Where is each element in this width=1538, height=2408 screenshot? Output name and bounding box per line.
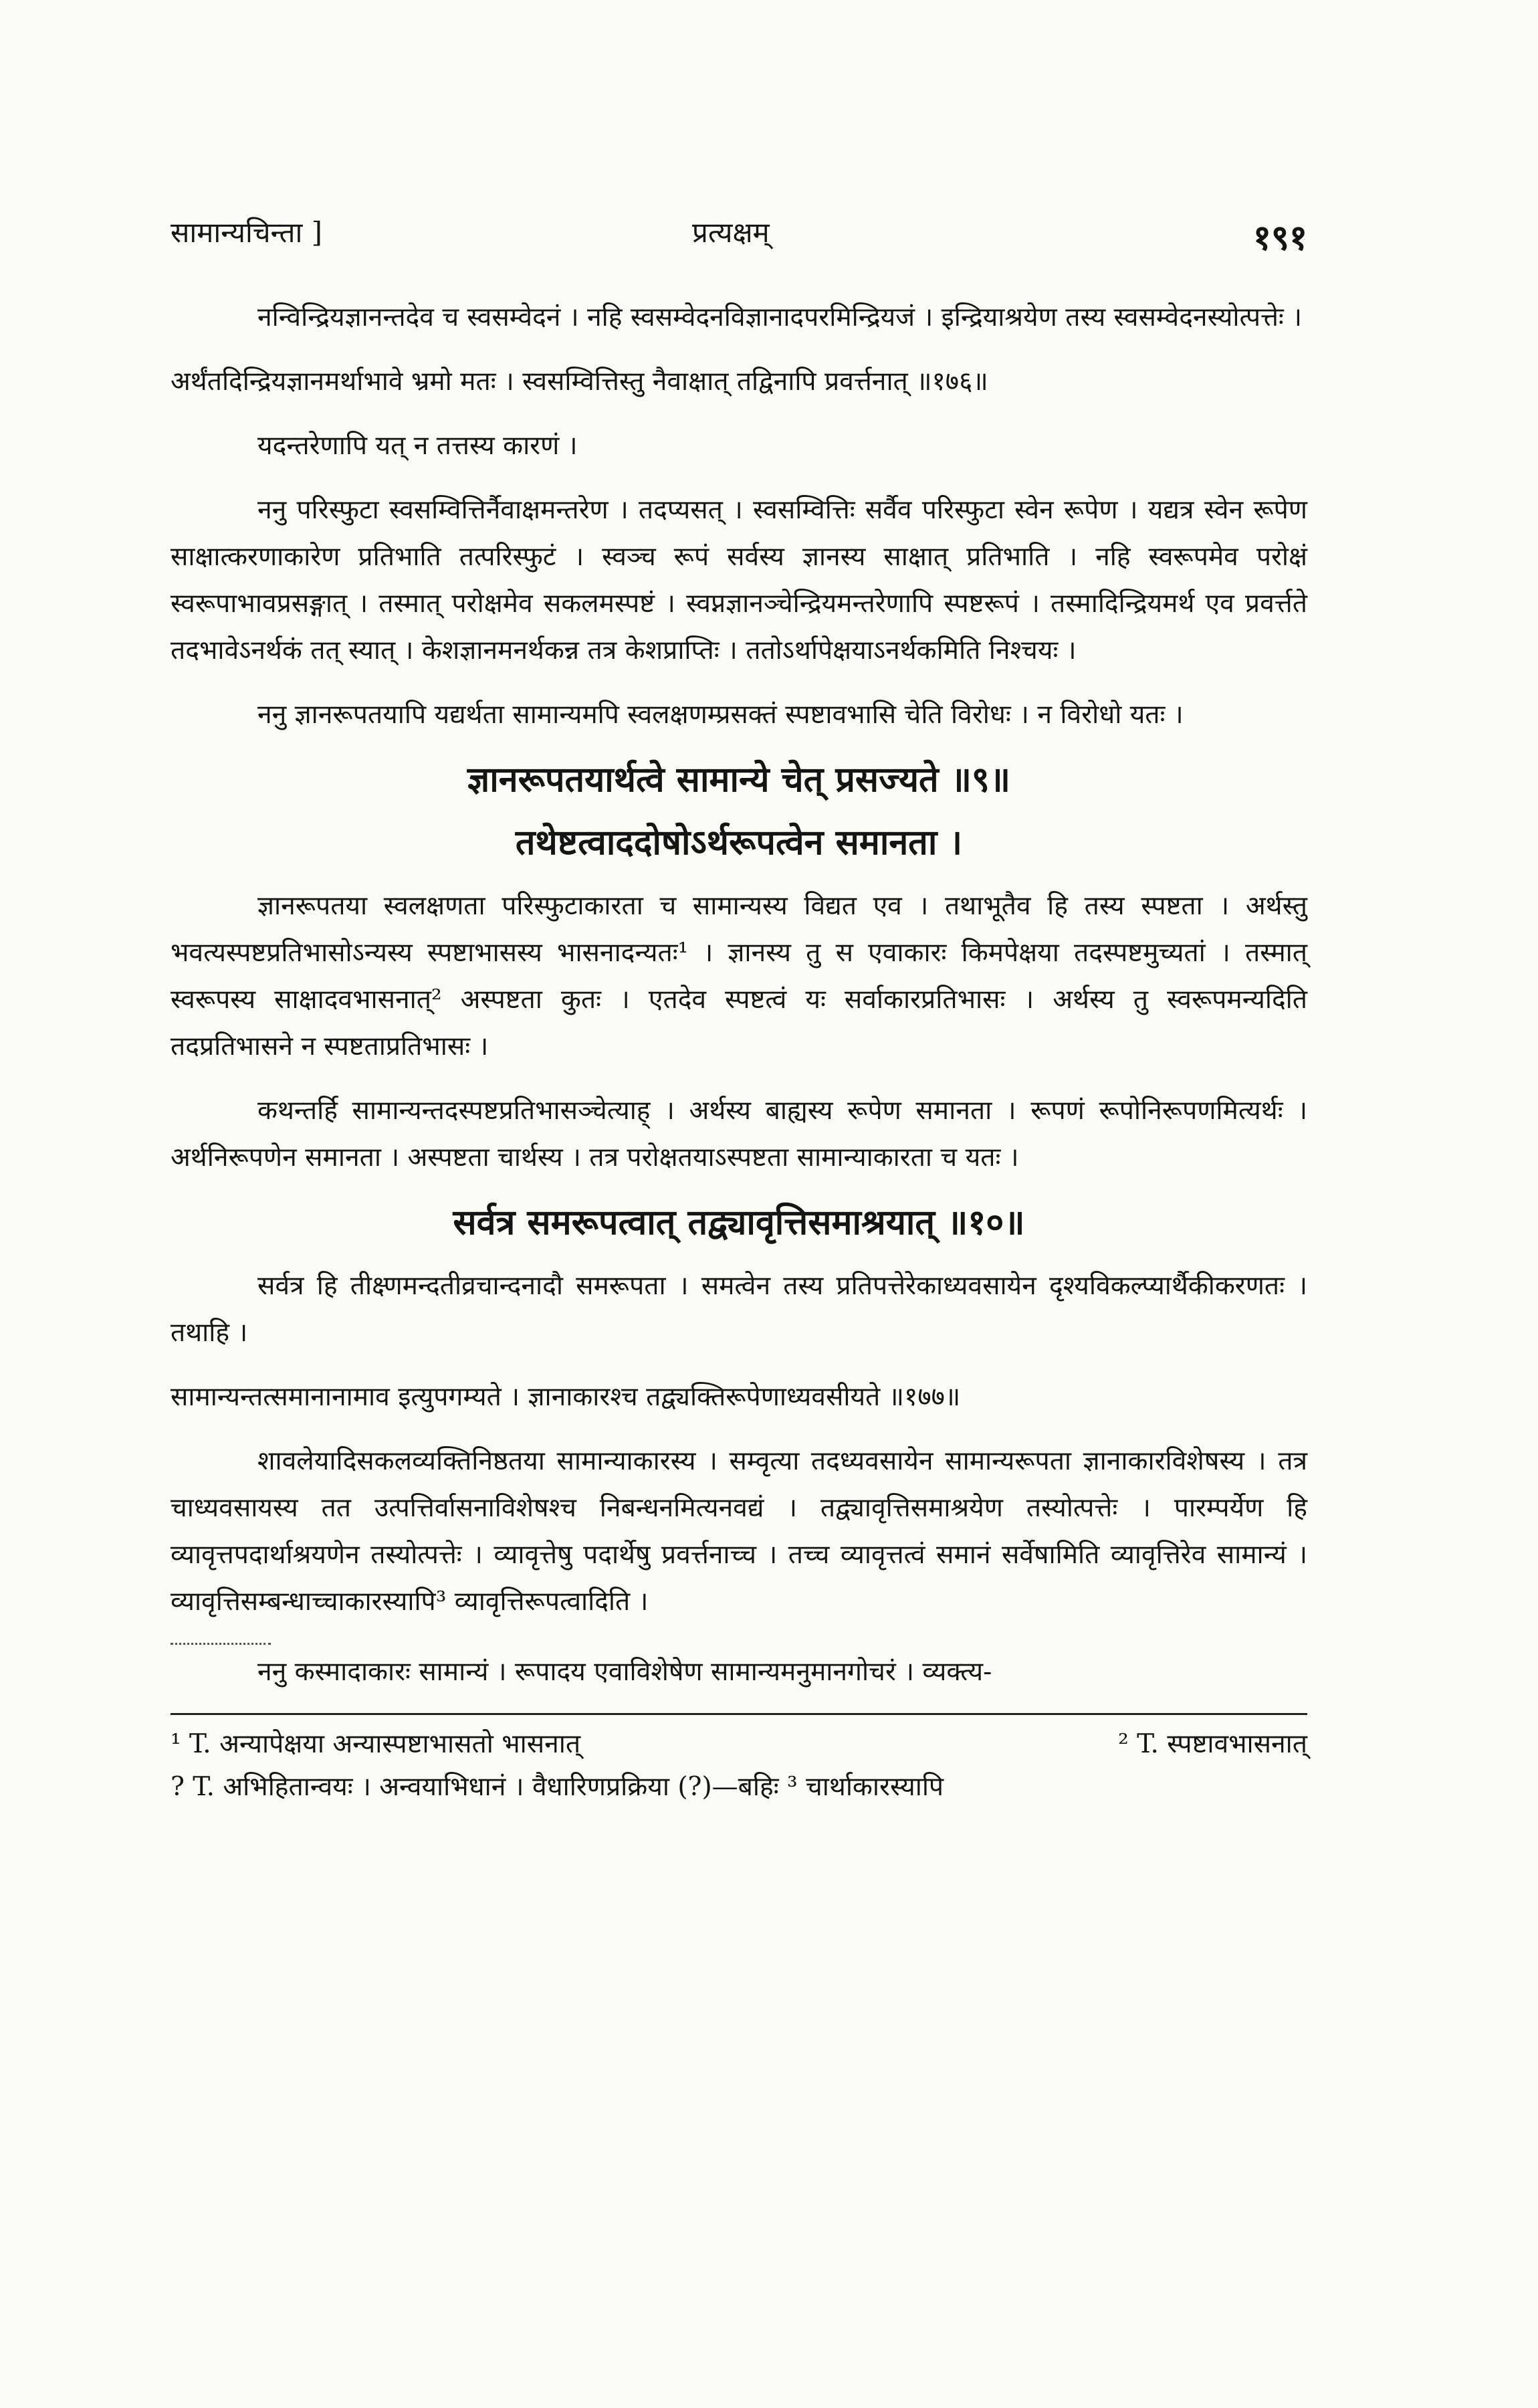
- page-body: [171, 294, 1307, 1809]
- footnote: ¹ T. अन्यापेक्षया अन्यास्पष्टाभासतो भासनात्: [171, 1729, 581, 1759]
- paragraph: ननु ज्ञानरूपतयापि यद्यर्थता सामान्यमपि स्वलक्षणम्प्रसक्तं स्पष्टावभासि चेति विरोधः । न विरोधो यतः ।: [257, 700, 1184, 730]
- karika-verse: सर्वत्र समरूपत्वात् तद्व्यावृत्तिसमाश्रयात् ॥१०॥: [453, 1202, 1025, 1243]
- paragraph: ननु परिस्फुटा स्वसम्वित्तिर्नैवाक्षमन्तरेण । तदप्यसत् । स्वसम्वित्तिः सर्वैव परिस्फुटा स्वेन रूपेण । यद्यत्र स्वेन रूपेण साक्षात्करणाकारेण प्रतिभाति तत्परिस्फुटं । स्वञ्च रूपं सर्वस्य ज्ञानस्य साक्षात् प्रतिभाति । नहि स्वरूपमेव परोक्षं स्वरूपाभावप्रसङ्गात् । तस्मात् परोक्षमेव सकलमस्पष्टं । स्वप्नज्ञानञ्चेन्द्रियमन्तरेणापि स्पष्टरूपं । तस्मादिन्द्रियमर्थ एव प्रवर्त्तते तदभावेऽनर्थकं तत् स्यात् । केशज्ञानमनर्थकन्न तत्र केशप्राप्तिः । ततोऽर्थापेक्षयाऽनर्थकमिति निश्चयः ।: [171, 495, 1307, 666]
- margin-dots: [171, 1643, 271, 1645]
- paragraph: यदन्तरेणापि यत् न तत्तस्य कारणं ।: [257, 431, 578, 461]
- karika-verse: ज्ञानरूपतयार्थत्वे सामान्ये चेत् प्रसज्यते ॥९॥: [467, 759, 1011, 800]
- running-header: [171, 213, 1307, 266]
- footnote: ² T. स्पष्टावभासनात्: [1118, 1729, 1307, 1759]
- page-number: १९१: [1252, 217, 1307, 258]
- paragraph: ज्ञानरूपतया स्वलक्षणता परिस्फुटाकारता च सामान्यस्य विद्यत एव । तथाभूतैव हि तस्य स्पष्टता । अर्थस्तु भवत्यस्पष्टप्रतिभासोऽन्यस्य स्पष्टाभासस्य भासनादन्यतः¹ । ज्ञानस्य तु स एवाकारः किमपेक्षया तदस्पष्टमुच्यतां । तस्मात् स्वरूपस्य साक्षादवभासनात्² अस्पष्टता कुतः । एतदेव स्पष्टत्वं यः सर्वाकारप्रतिभासः । अर्थस्य तु स्वरूपमन्यदिति तदप्रतिभासने न स्पष्टताप्रतिभासः ।: [171, 891, 1307, 1062]
- paragraph: नन्विन्द्रियज्ञानन्तदेव च स्वसम्वेदनं । नहि स्वसम्वेदनविज्ञानादपरमिन्द्रियजं । इन्द्रियाश्रयेण तस्य स्वसम्वेदनस्योत्पत्तेः ।: [257, 302, 1302, 332]
- paragraph: शावलेयादिसकलव्यक्तिनिष्ठतया सामान्याकारस्य । सम्वृत्या तदध्यवसायेन सामान्यरूपता ज्ञानाकारविशेषस्य । तत्र चाध्यवसायस्य तत उत्पत्तिर्वासनाविशेषश्च निबन्धनमित्यनवद्यं । तद्व्यावृत्तिसमाश्रयेण तस्योत्पत्तेः । पारम्पर्येण हि व्यावृत्तपदार्थाश्रयणेन तस्योत्पत्तेः । व्यावृत्तेषु पदार्थेषु प्रवर्त्तनाच्च । तच्च व्यावृत्तत्वं समानं सर्वेषामिति व्यावृत्तिरेव सामान्यं । व्यावृत्तिसम्बन्धाच्चाकारस्यापि³ व्यावृत्तिरूपत्वादिति ।: [171, 1446, 1307, 1617]
- footnote-row: [171, 1723, 1307, 1766]
- footnote: ? T. अभिहितान्वयः । अन्वयाभिधानं । वैधारिणप्रक्रिया (?)—बहिः ³ चार्थाकारस्यापि: [171, 1772, 944, 1802]
- verse-line: सामान्यन्तत्समानानामाव इत्युपगम्यते । ज्ञानाकारश्च तद्व्यक्तिरूपेणाध्यवसीयते ॥१७७॥: [171, 1382, 961, 1412]
- paragraph: सर्वत्र हि तीक्ष्णमन्दतीव्रचान्दनादौ समरूपता । समत्वेन तस्य प्रतिपत्तेरेकाध्यवसायेन दृश्यविकल्प्यार्थैकीकरणतः । तथाहि ।: [171, 1271, 1307, 1348]
- footnote-rule: [171, 1713, 1307, 1715]
- section-title: सामान्यचिन्ता ]: [171, 216, 323, 249]
- karika-verse: तथेष्टत्वाददोषोऽर्थरूपत्वेन समानता ।: [515, 822, 963, 863]
- chapter-title: प्रत्यक्षम्: [692, 216, 770, 249]
- verse-line: अर्थंतदिन्द्रियज्ञानमर्थाभावे भ्रमो मतः । स्वसम्वित्तिस्तु नैवाक्षात् तद्विनापि प्रवर्त्तनात् ॥१७६॥: [171, 367, 988, 397]
- paragraph: कथन्तर्हि सामान्यन्तदस्पष्टप्रतिभासञ्चेत्याह् । अर्थस्य बाह्यस्य रूपेण समानता । रूपणं रूपोनिरूपणमित्यर्थः । अर्थनिरूपणेन समानता । अस्पष्टता चार्थस्य । तत्र परोक्षतयाऽस्पष्टता सामान्याकारता च यतः ।: [171, 1096, 1307, 1173]
- paragraph: ननु कस्मादाकारः सामान्यं । रूपादय एवाविशेषेण सामान्यमनुमानगोचरं । व्यक्त्य-: [257, 1657, 992, 1687]
